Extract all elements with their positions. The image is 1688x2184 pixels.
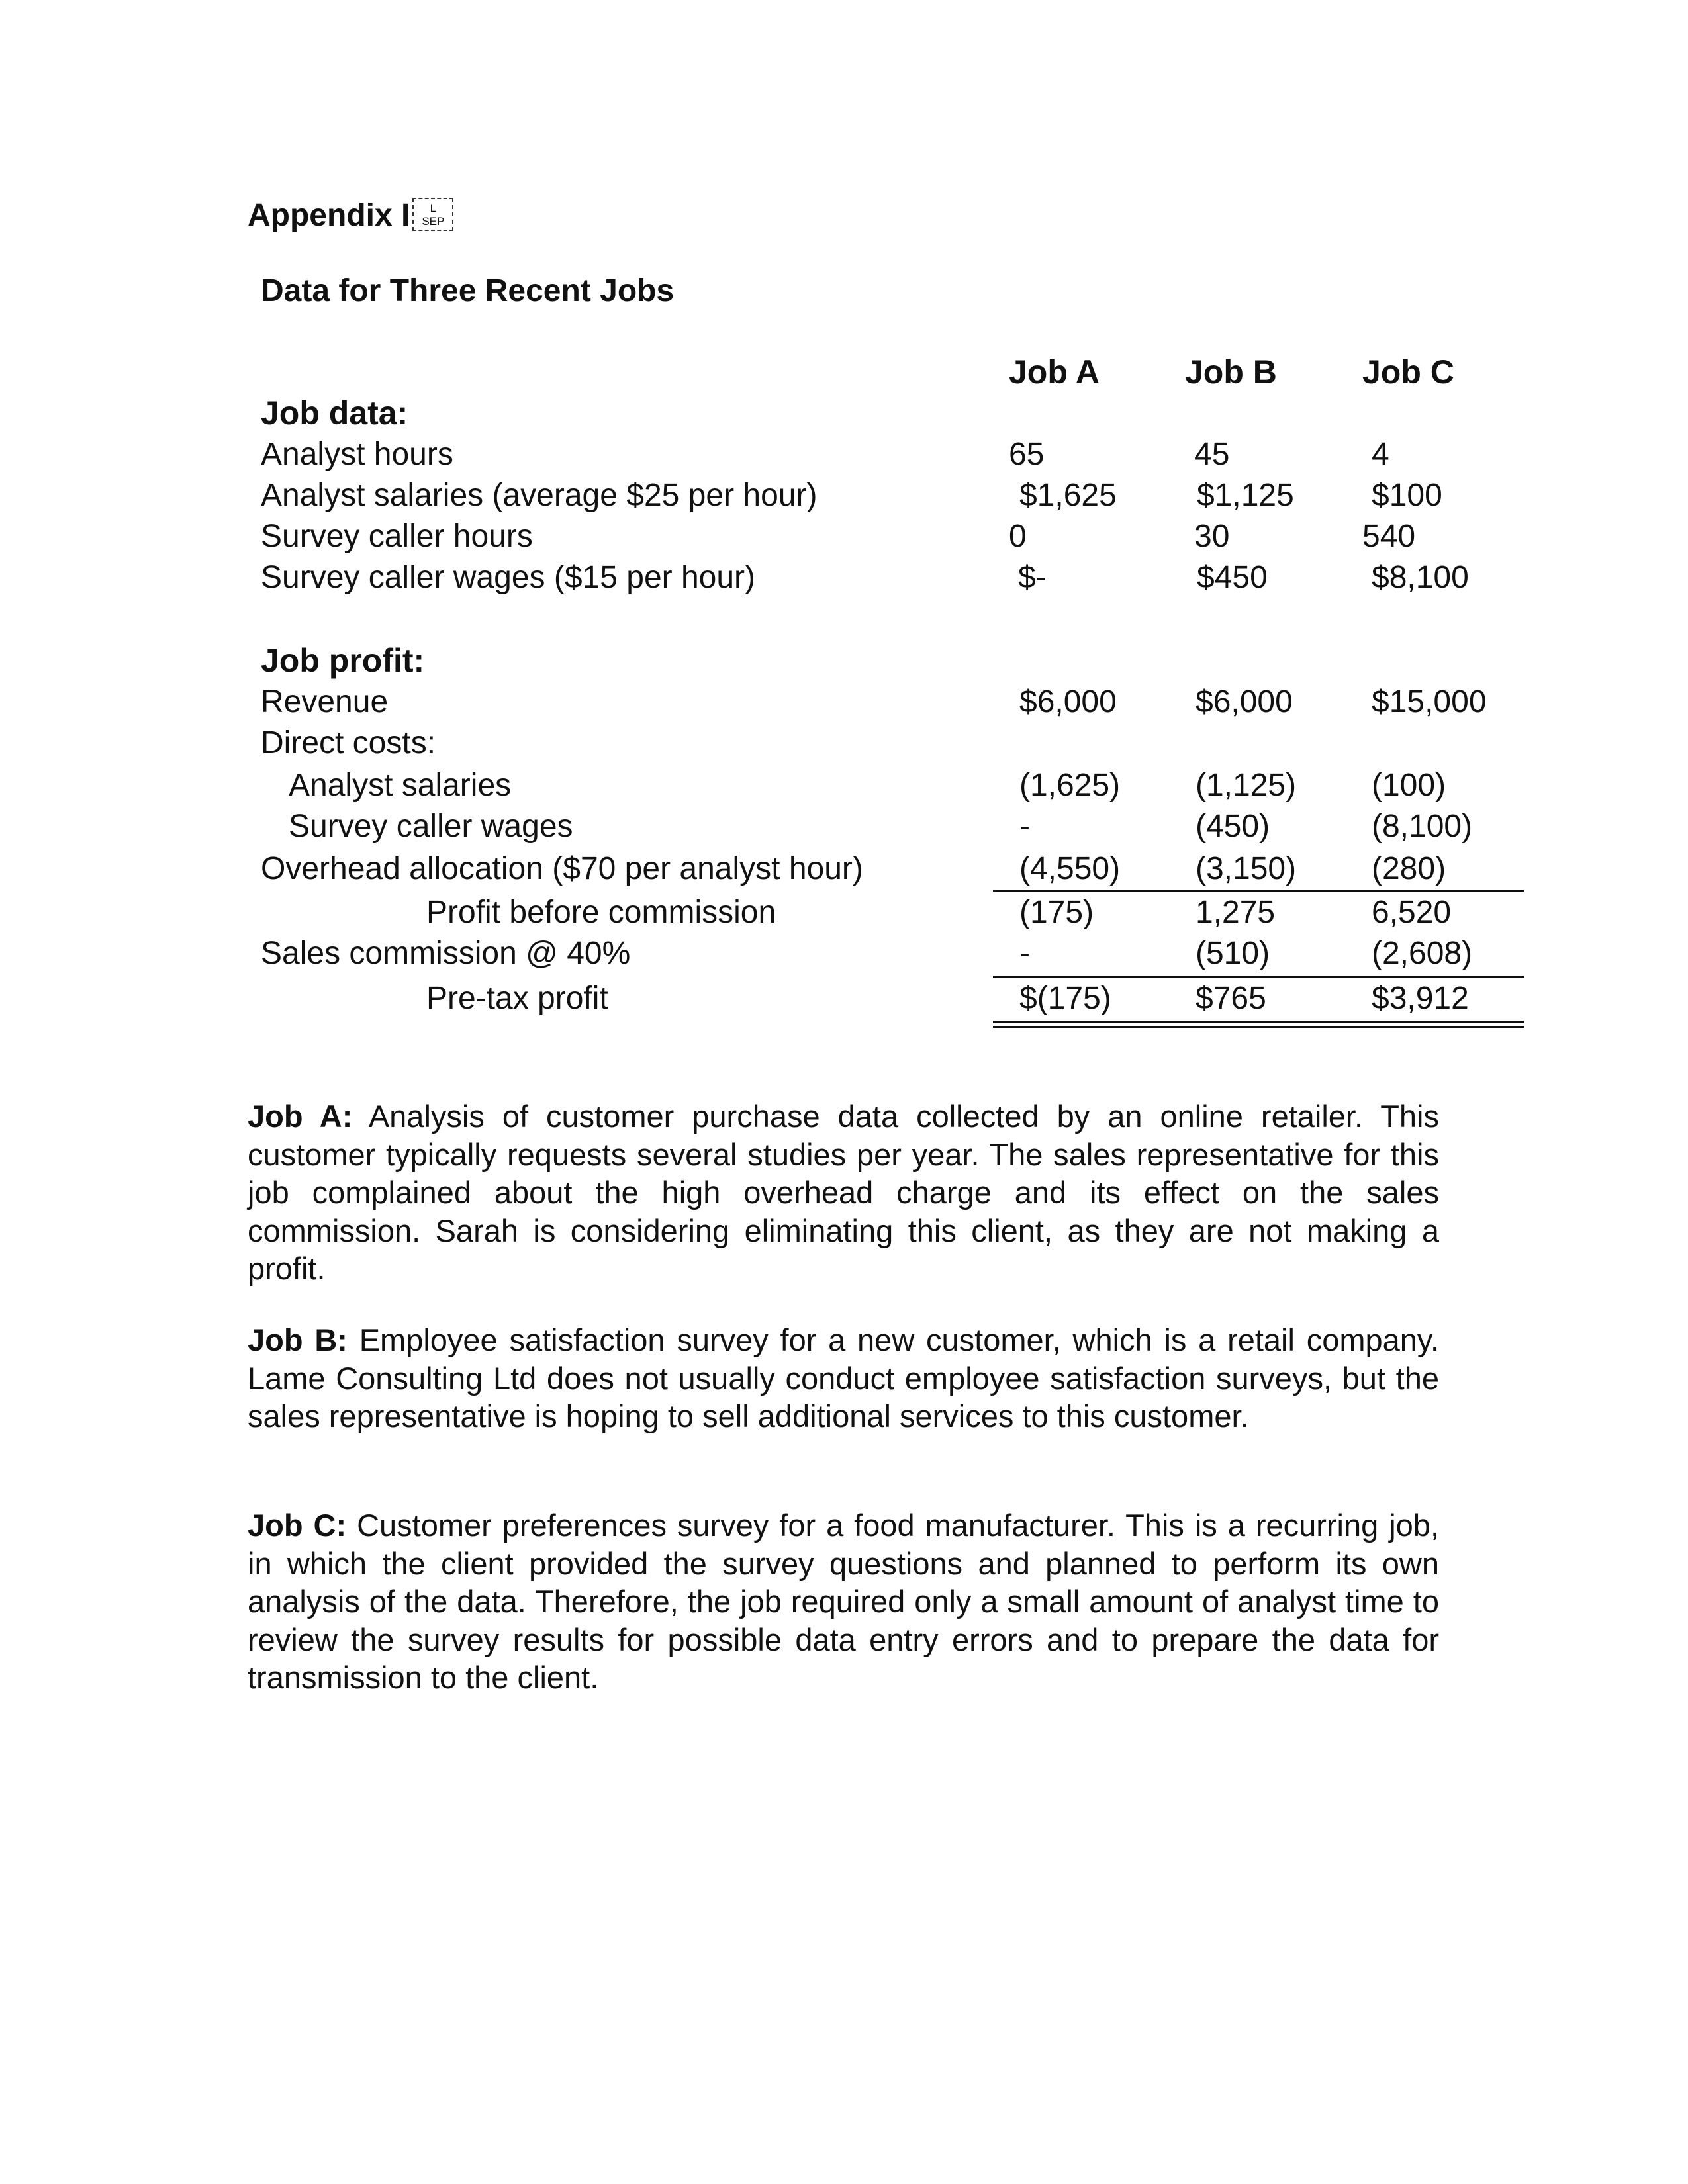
- job-data-title: Job data:: [261, 394, 408, 432]
- cell-job-b: 45: [1194, 437, 1230, 472]
- table-row: [0, 475, 1688, 516]
- cell-job-a: $6,000: [1019, 684, 1117, 719]
- column-header-job-a: Job A: [1009, 353, 1100, 390]
- row-label: Survey caller wages ($15 per hour): [261, 560, 756, 595]
- row-label: Direct costs:: [261, 725, 436, 760]
- separator-glyph-top: L: [430, 202, 437, 215]
- cell-job-a: 0: [1009, 519, 1027, 554]
- table-row: [0, 723, 1688, 764]
- job-c-text: Customer preferences survey for a food manufacturer. This is a recurring job, in which the client provided the survey questions and planned to perform its own analysis of the data. Therefore, the job required only a small amount of analyst time to review the survey results for possible data entry errors and to prepare the data for transmission to the client.: [248, 1508, 1439, 1695]
- cell-job-c: (280): [1372, 851, 1446, 886]
- cell-job-c: $100: [1372, 478, 1442, 513]
- table-row: [0, 434, 1688, 475]
- row-label: Analyst salaries (average $25 per hour): [261, 478, 818, 513]
- row-label: Analyst hours: [261, 437, 453, 472]
- cell-job-c: $3,912: [1372, 981, 1469, 1016]
- double-rule-top: [993, 1021, 1524, 1023]
- cell-job-a: $1,625: [1019, 478, 1117, 513]
- separator-glyph: [412, 198, 453, 231]
- row-label: Analyst salaries: [289, 768, 512, 803]
- row-label: Profit before commission: [426, 895, 776, 930]
- table-row: [0, 933, 1688, 974]
- cell-job-c: (100): [1372, 768, 1446, 803]
- appendix-title: Appendix I: [248, 198, 410, 233]
- cell-job-a: -: [1019, 809, 1030, 844]
- total-rule: [993, 976, 1524, 978]
- job-b-heading: Job B:: [248, 1322, 348, 1357]
- table-row: [0, 978, 1688, 1019]
- double-rule-bottom: [993, 1026, 1524, 1028]
- cell-job-a: 65: [1009, 437, 1045, 472]
- row-label: Survey caller hours: [261, 519, 533, 554]
- row-label: Survey caller wages: [289, 809, 573, 844]
- cell-job-c: $15,000: [1372, 684, 1487, 719]
- row-label: Revenue: [261, 684, 389, 719]
- cell-job-b: (450): [1196, 809, 1270, 844]
- cell-job-b: (510): [1196, 936, 1270, 971]
- row-label: Pre-tax profit: [426, 981, 608, 1016]
- job-a-text: Analysis of customer purchase data collected by an online retailer. This customer typically requests several studies per year. The sales representative for this job complained about the high overhead charge and its effect on the sales commission. Sarah is considering eliminating this client, as they are not making a profit.: [248, 1099, 1439, 1286]
- row-label: Sales commission @ 40%: [261, 936, 631, 971]
- cell-job-b: $6,000: [1196, 684, 1293, 719]
- cell-job-a: (4,550): [1019, 851, 1121, 886]
- cell-job-a: (1,625): [1019, 768, 1121, 803]
- cell-job-b: 1,275: [1196, 895, 1276, 930]
- cell-job-c: 540: [1362, 519, 1416, 554]
- job-c-heading: Job C:: [248, 1508, 347, 1543]
- separator-glyph-bottom: SEP: [422, 215, 445, 228]
- cell-job-b: $765: [1196, 981, 1266, 1016]
- row-label: Overhead allocation ($70 per analyst hour): [261, 851, 863, 886]
- cell-job-b: 30: [1194, 519, 1230, 554]
- cell-job-b: (1,125): [1196, 768, 1297, 803]
- table-row: [0, 682, 1688, 723]
- cell-job-a: $(175): [1019, 981, 1111, 1016]
- cell-job-c: 6,520: [1372, 895, 1452, 930]
- cell-job-b: (3,150): [1196, 851, 1297, 886]
- cell-job-a: $-: [1018, 560, 1047, 595]
- column-header-job-c: Job C: [1362, 353, 1454, 390]
- cell-job-c: (8,100): [1372, 809, 1473, 844]
- job-a-description: [248, 1097, 1439, 1288]
- cell-job-b: $450: [1197, 560, 1268, 595]
- table-row: [0, 806, 1688, 847]
- job-a-heading: Job A:: [248, 1099, 353, 1134]
- table-row: [0, 557, 1688, 598]
- cell-job-a: (175): [1019, 895, 1094, 930]
- job-profit-title: Job profit:: [261, 642, 425, 679]
- job-c-description: [248, 1506, 1439, 1697]
- table-row: [0, 516, 1688, 557]
- cell-job-c: (2,608): [1372, 936, 1473, 971]
- cell-job-b: $1,125: [1197, 478, 1294, 513]
- cell-job-c: 4: [1372, 437, 1389, 472]
- table-row: [0, 848, 1688, 889]
- table-row: [0, 892, 1688, 933]
- table-row: [0, 765, 1688, 806]
- job-b-text: Employee satisfaction survey for a new customer, which is a retail company. Lame Consulting Ltd does not usually conduct employee satisfaction surveys, but the sales representative is hoping to sell additional services to this customer.: [248, 1322, 1439, 1433]
- appendix-heading: [248, 196, 453, 236]
- job-b-description: [248, 1321, 1439, 1435]
- cell-job-c: $8,100: [1372, 560, 1469, 595]
- column-header-job-b: Job B: [1185, 353, 1277, 390]
- table-title: Data for Three Recent Jobs: [261, 273, 675, 308]
- cell-job-a: -: [1019, 936, 1030, 971]
